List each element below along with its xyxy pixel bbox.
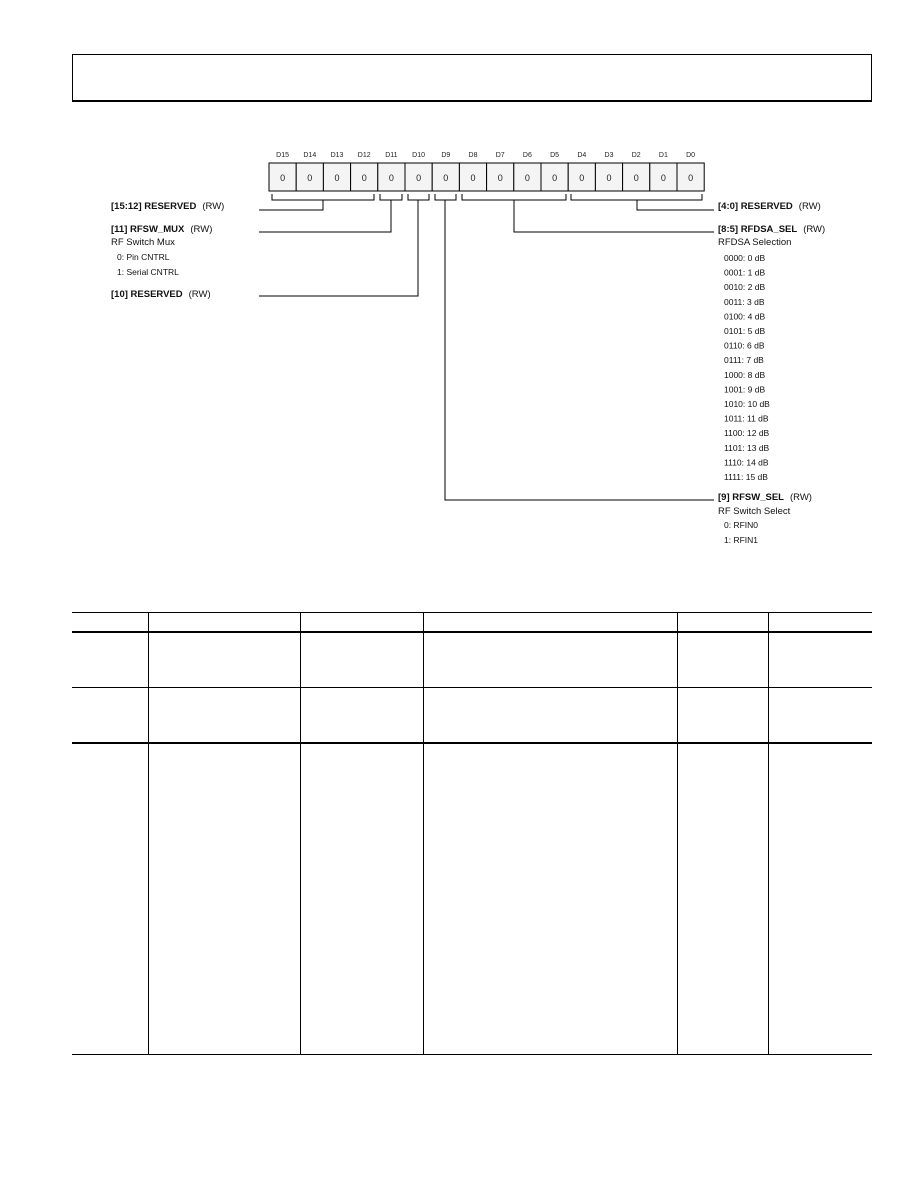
bracket-4-0 (571, 194, 702, 200)
bit-value-d7: 0 (497, 173, 503, 183)
bit-label-d2: D2 (631, 152, 641, 159)
bit-label-d8: D8 (468, 152, 478, 159)
bit-value-d13: 0 (334, 173, 340, 183)
table-row-rule (72, 687, 872, 688)
table-top-rule (72, 612, 872, 613)
field-11-label: [11] RFSW_MUX (RW) (111, 224, 213, 235)
leader-15-12 (259, 200, 323, 210)
table-bottom-rule (72, 1054, 872, 1055)
bit-value-d4: 0 (579, 173, 585, 183)
field-8-5-option: 1011: 11 dB (724, 413, 769, 424)
field-4-0-label: [4:0] RESERVED (RW) (718, 201, 821, 212)
bracket-11 (380, 194, 402, 200)
table-col-divider (768, 612, 769, 1055)
field-11-option-1: 1: Serial CNTRL (117, 267, 179, 277)
table-col-divider (677, 612, 678, 1055)
bit-label-d10: D10 (412, 152, 426, 159)
leader-9 (445, 200, 714, 500)
bit-value-d1: 0 (660, 173, 666, 183)
bit-value-d2: 0 (633, 173, 639, 183)
bit-label-d0: D0 (686, 152, 696, 159)
field-9-description: RF Switch Select (718, 506, 791, 517)
bit-value-d8: 0 (470, 173, 476, 183)
field-brackets (272, 194, 702, 200)
field-8-5-option: 1110: 14 dB (724, 457, 769, 468)
field-11-option-0: 0: Pin CNTRL (117, 252, 170, 262)
bit-cells (269, 163, 704, 191)
field-15-12-label: [15:12] RESERVED (RW) (111, 201, 225, 212)
field-8-5-option: 1100: 12 dB (724, 428, 770, 439)
bit-label-d7: D7 (495, 152, 505, 159)
field-8-5-label: [8:5] RFDSA_SEL (RW) (718, 224, 826, 235)
table-col-divider (148, 612, 149, 1055)
leader-8-5 (514, 200, 714, 232)
field-8-5-option: 1001: 9 dB (724, 384, 766, 395)
bit-label-d4: D4 (577, 152, 587, 159)
field-8-5-options (724, 253, 770, 482)
field-8-5-option: 0000: 0 dB (724, 253, 766, 263)
field-9-label: [9] RFSW_SEL (RW) (718, 492, 812, 503)
bit-label-d14: D14 (303, 152, 317, 159)
field-8-5-option: 1111: 15 dB (724, 472, 768, 482)
bit-label-d1: D1 (658, 152, 668, 159)
bit-label-d12: D12 (357, 152, 371, 159)
leader-11 (259, 200, 391, 232)
bit-value-d9: 0 (443, 173, 449, 183)
table-header-rule (72, 631, 872, 633)
bit-label-d6: D6 (522, 152, 532, 159)
field-8-5-option: 1010: 10 dB (724, 399, 770, 409)
field-8-5-option: 0111: 7 dB (724, 355, 764, 366)
field-8-5-description: RFDSA Selection (718, 237, 792, 248)
field-8-5-option: 0010: 2 dB (724, 282, 766, 293)
bracket-10 (408, 194, 429, 200)
field-9-option-0: 0: RFIN0 (724, 520, 759, 530)
bit-value-d11: 0 (388, 173, 394, 183)
bracket-8-5 (462, 194, 566, 200)
leader-4-0 (637, 200, 714, 210)
table-row-rule (72, 742, 872, 744)
bit-value-d6: 0 (524, 173, 530, 183)
leader-10 (259, 200, 418, 296)
bit-labels (276, 152, 695, 159)
bit-label-d15: D15 (276, 152, 290, 159)
bit-value-d3: 0 (606, 173, 612, 183)
bit-value-d5: 0 (552, 173, 558, 183)
table-col-divider (300, 612, 301, 1055)
field-8-5-option: 0011: 3 dB (724, 296, 765, 307)
bracket-9 (435, 194, 456, 200)
bracket-15-12 (272, 194, 374, 200)
bit-value-d14: 0 (307, 173, 313, 183)
field-8-5-option: 1000: 8 dB (724, 369, 766, 380)
leader-lines (259, 200, 714, 500)
field-8-5-option: 0001: 1 dB (724, 267, 766, 278)
bit-label-d5: D5 (550, 152, 560, 159)
field-9-option-1: 1: RFIN1 (724, 535, 759, 545)
bit-value-d15: 0 (280, 173, 286, 183)
bit-label-d11: D11 (385, 152, 398, 159)
field-8-5-option: 0100: 4 dB (724, 311, 766, 322)
bit-value-d10: 0 (416, 173, 422, 183)
field-8-5-option: 0110: 6 dB (724, 340, 765, 351)
bit-value-d12: 0 (361, 173, 367, 183)
table-col-divider (423, 612, 424, 1055)
bit-value-d0: 0 (688, 173, 694, 183)
bit-label-d13: D13 (330, 152, 344, 159)
register-table (72, 612, 872, 1055)
field-11-description: RF Switch Mux (111, 237, 175, 248)
field-10-label: [10] RESERVED (RW) (111, 289, 211, 300)
bit-label-d9: D9 (441, 152, 451, 159)
field-8-5-option: 0101: 5 dB (724, 326, 766, 336)
field-8-5-option: 1101: 13 dB (724, 442, 770, 453)
bit-label-d3: D3 (604, 152, 614, 159)
